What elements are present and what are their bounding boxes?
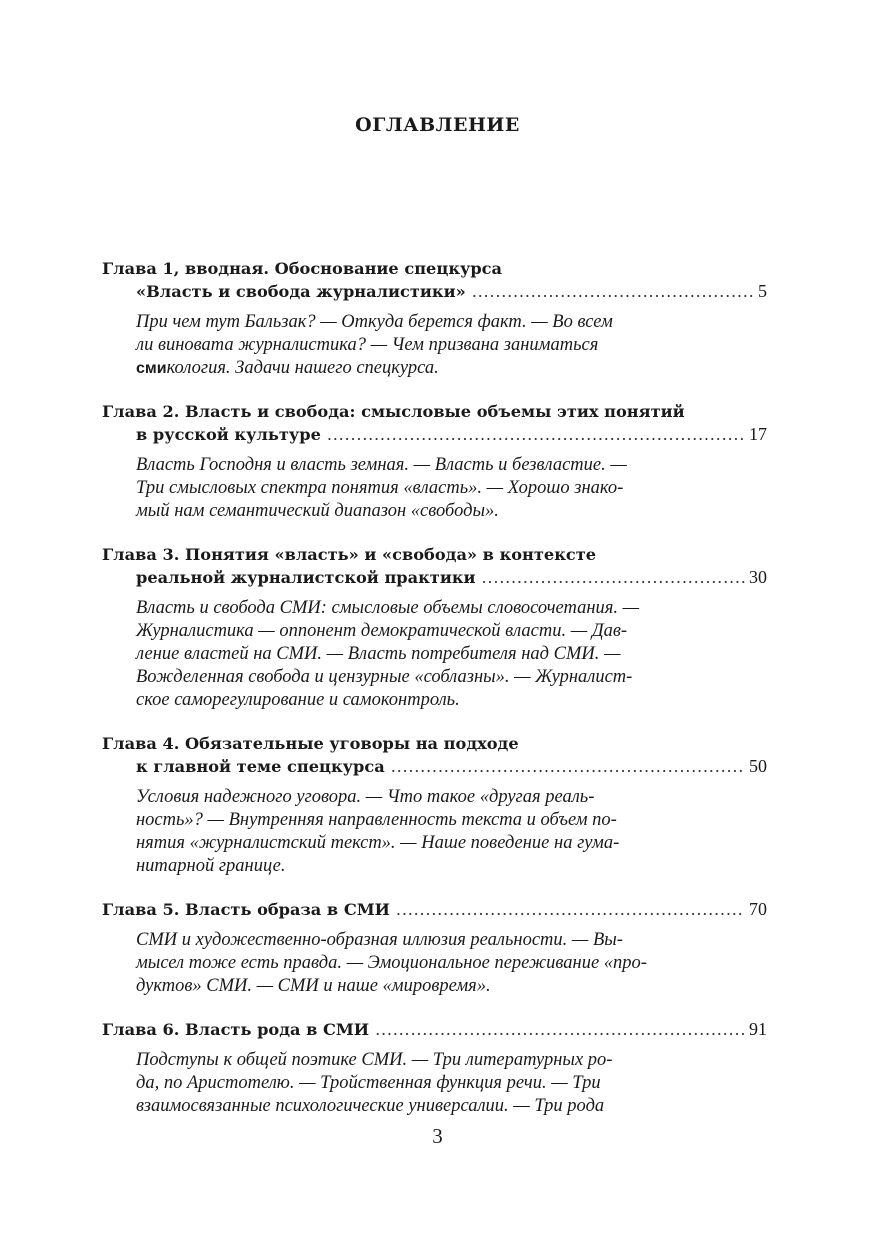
chapter-heading: Глава 2. Власть и свобода: смысловые объемы этих понятий	[102, 402, 685, 421]
page-number: 5	[758, 281, 767, 301]
toc-entry-chapter-1	[102, 257, 767, 380]
chapter-title-cont: в русской культуре	[136, 425, 321, 444]
description-line: нятия «журналистский текст». — Наше поведение на гума-	[136, 833, 620, 853]
description-text: кология. Задачи нашего спецкурса.	[166, 358, 439, 378]
chapter-description	[102, 929, 767, 998]
description-line: Условия надежного уговора. — Что такое «другая реаль-	[136, 787, 595, 807]
chapter-heading-continuation[interactable]	[102, 423, 767, 446]
description-line: нитарной границе.	[136, 856, 286, 876]
description-line: ление властей на СМИ. — Власть потребителя над СМИ. —	[136, 644, 621, 664]
description-line: взаимосвязанные психологические универсалии. — Три рода	[136, 1096, 605, 1116]
chapter-title-cont: «Власть и свобода журналистики»	[136, 282, 466, 301]
page-number: 17	[749, 424, 767, 444]
toc-entry-chapter-6	[102, 1018, 767, 1118]
chapter-description	[102, 454, 767, 523]
chapter-title: Глава 6. Власть рода в СМИ	[102, 1020, 370, 1039]
description-line: СМИ и художественно-образная иллюзия реальности. — Вы-	[136, 930, 623, 950]
chapter-heading: Глава 1, вводная. Обоснование спецкурса	[102, 259, 503, 278]
chapter-heading: Глава 4. Обязательные уговоры на подходе	[102, 734, 519, 753]
chapter-heading-continuation[interactable]	[102, 755, 767, 778]
chapter-title-cont: к главной теме спецкурса	[136, 757, 385, 776]
description-line: Вожделенная свобода и цензурные «соблазны». — Журналист-	[136, 667, 633, 687]
page-number: 91	[749, 1019, 767, 1039]
chapter-description	[102, 786, 767, 878]
description-line: Журналистика — оппонент демократической власти. — Дав-	[136, 621, 628, 641]
bold-prefix: сми	[136, 360, 167, 377]
leader-dots	[327, 423, 745, 446]
page-number: 50	[749, 756, 767, 776]
leader-dots	[375, 1018, 745, 1041]
description-line: мысел тоже есть правда. — Эмоциональное переживание «про-	[136, 953, 647, 973]
leader-dots	[396, 898, 745, 921]
chapter-description	[102, 597, 767, 712]
chapter-heading-continuation[interactable]	[102, 280, 767, 303]
chapter-heading-continuation[interactable]	[102, 566, 767, 589]
description-line: Власть Господня и власть земная. — Власть и безвластие. —	[136, 455, 627, 475]
toc-entry-chapter-3	[102, 543, 767, 712]
description-line: Власть и свобода СМИ: смысловые объемы словосочетания. —	[136, 598, 640, 618]
description-line: ность»? — Внутренняя направленность текста и объем по-	[136, 810, 617, 830]
page-number: 30	[749, 567, 767, 587]
chapter-title-cont: реальной журналистской практики	[136, 568, 476, 587]
description-line: мый нам семантический диапазон «свободы».	[136, 501, 499, 521]
page-title: ОГЛАВЛЕНИЕ	[355, 114, 520, 136]
chapter-heading: Глава 3. Понятия «власть» и «свобода» в контексте	[102, 545, 597, 564]
toc-entry-chapter-2	[102, 400, 767, 523]
leader-dots	[472, 280, 754, 303]
chapter-description	[102, 311, 767, 380]
toc-entry-chapter-4	[102, 732, 767, 878]
description-line: дуктов» СМИ. — СМИ и наше «мировремя».	[136, 976, 491, 996]
description-line: ли виновата журналистика? — Чем призвана заниматься	[136, 335, 599, 355]
chapter-title: Глава 5. Власть образа в СМИ	[102, 900, 390, 919]
description-line: да, по Аристотелю. — Тройственная функция речи. — Три	[136, 1073, 601, 1093]
leader-dots	[482, 566, 745, 589]
page-number: 70	[749, 899, 767, 919]
chapter-heading[interactable]	[102, 898, 767, 921]
chapter-description	[102, 1049, 767, 1118]
leader-dots	[391, 755, 745, 778]
description-line: ское саморегулирование и самоконтроль.	[136, 690, 460, 710]
toc-entry-chapter-5	[102, 898, 767, 998]
description-line: При чем тут Бальзак? — Откуда берется факт. — Во всем	[136, 312, 613, 332]
table-of-contents	[102, 257, 767, 1138]
page-folio-number: 3	[432, 1124, 443, 1148]
description-line: Подступы к общей поэтике СМИ. — Три литературных ро-	[136, 1050, 613, 1070]
description-line: Три смысловых спектра понятия «власть». — Хорошо знако-	[136, 478, 624, 498]
chapter-heading[interactable]	[102, 1018, 767, 1041]
description-line	[136, 357, 709, 380]
